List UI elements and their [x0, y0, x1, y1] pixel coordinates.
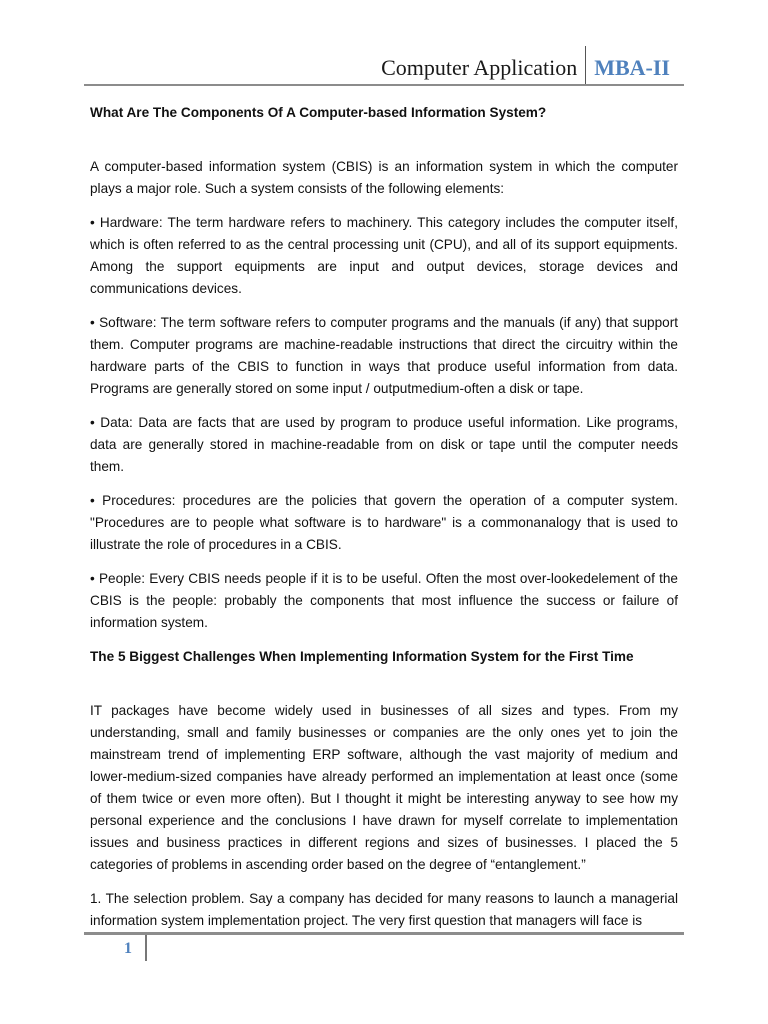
page-header [84, 44, 684, 86]
section-heading-components: What Are The Components Of A Computer-based Information System? [90, 105, 547, 120]
challenges-paragraph: IT packages have become widely used in businesses of all sizes and types. From my understanding, small and family businesses or companies are the only ones yet to join the mainstream trend of implementing ERP software, although the vast majority of medium and lower-medium-sized companies have already performed an implementation at least once (some of them twice or even more often). But I thought it might be interesting anyway to see how my personal experience and the conclusions I have drawn for myself correlate to implementation issues and business practices in different regions and sizes of businesses. I placed the 5 categories of problems in ascending order based on the degree of “entanglement.” [90, 703, 678, 872]
header-separator [585, 46, 586, 86]
selection-problem-paragraph: 1. The selection problem. Say a company has decided for many reasons to launch a managerial information system implementation project. The very first question that managers will face is [90, 891, 678, 928]
header-inner [381, 44, 670, 86]
footer-rule [84, 932, 684, 935]
header-section-label: MBA-II [594, 55, 670, 80]
bullet-hardware: • Hardware: The term hardware refers to machinery. This category includes the computer itself, which is often referred to as the central processing unit (CPU), and all of its support equipments. Among the support equipments are input and output devices, storage devices and communications devices. [90, 215, 678, 296]
bullet-data: • Data: Data are facts that are used by program to produce useful information. Like programs, data are generally stored in machine-readable from on disk or tape until the computer needs them. [90, 415, 678, 474]
intro-paragraph: A computer-based information system (CBIS) is an information system in which the computer plays a major role. Such a system consists of the following elements: [90, 159, 678, 196]
section-heading-challenges: The 5 Biggest Challenges When Implementing Information System for the First Time [90, 649, 634, 664]
header-rule [84, 84, 684, 86]
bullet-procedures: • Procedures: procedures are the policies that govern the operation of a computer system. "Procedures are to people what software is to hardware" is a commonanalogy that is used to illustrate the role of procedures in a CBIS. [90, 493, 678, 552]
bullet-people: • People: Every CBIS needs people if it is to be useful. Often the most over-lookedelement of the CBIS is the people: probably the components that most influence the success or failure of information system. [90, 571, 678, 630]
page-number: 1 [124, 940, 132, 957]
page-number-separator [145, 935, 147, 961]
header-title: Computer Application [381, 55, 578, 80]
bullet-software: • Software: The term software refers to computer programs and the manuals (if any) that support them. Computer programs are machine-readable instructions that direct the circuitry within the hardware parts of the CBIS to function in ways that produce useful information from data. Programs are generally stored on some input / outputmedium-often a disk or tape. [90, 315, 678, 396]
document-body [90, 102, 678, 932]
